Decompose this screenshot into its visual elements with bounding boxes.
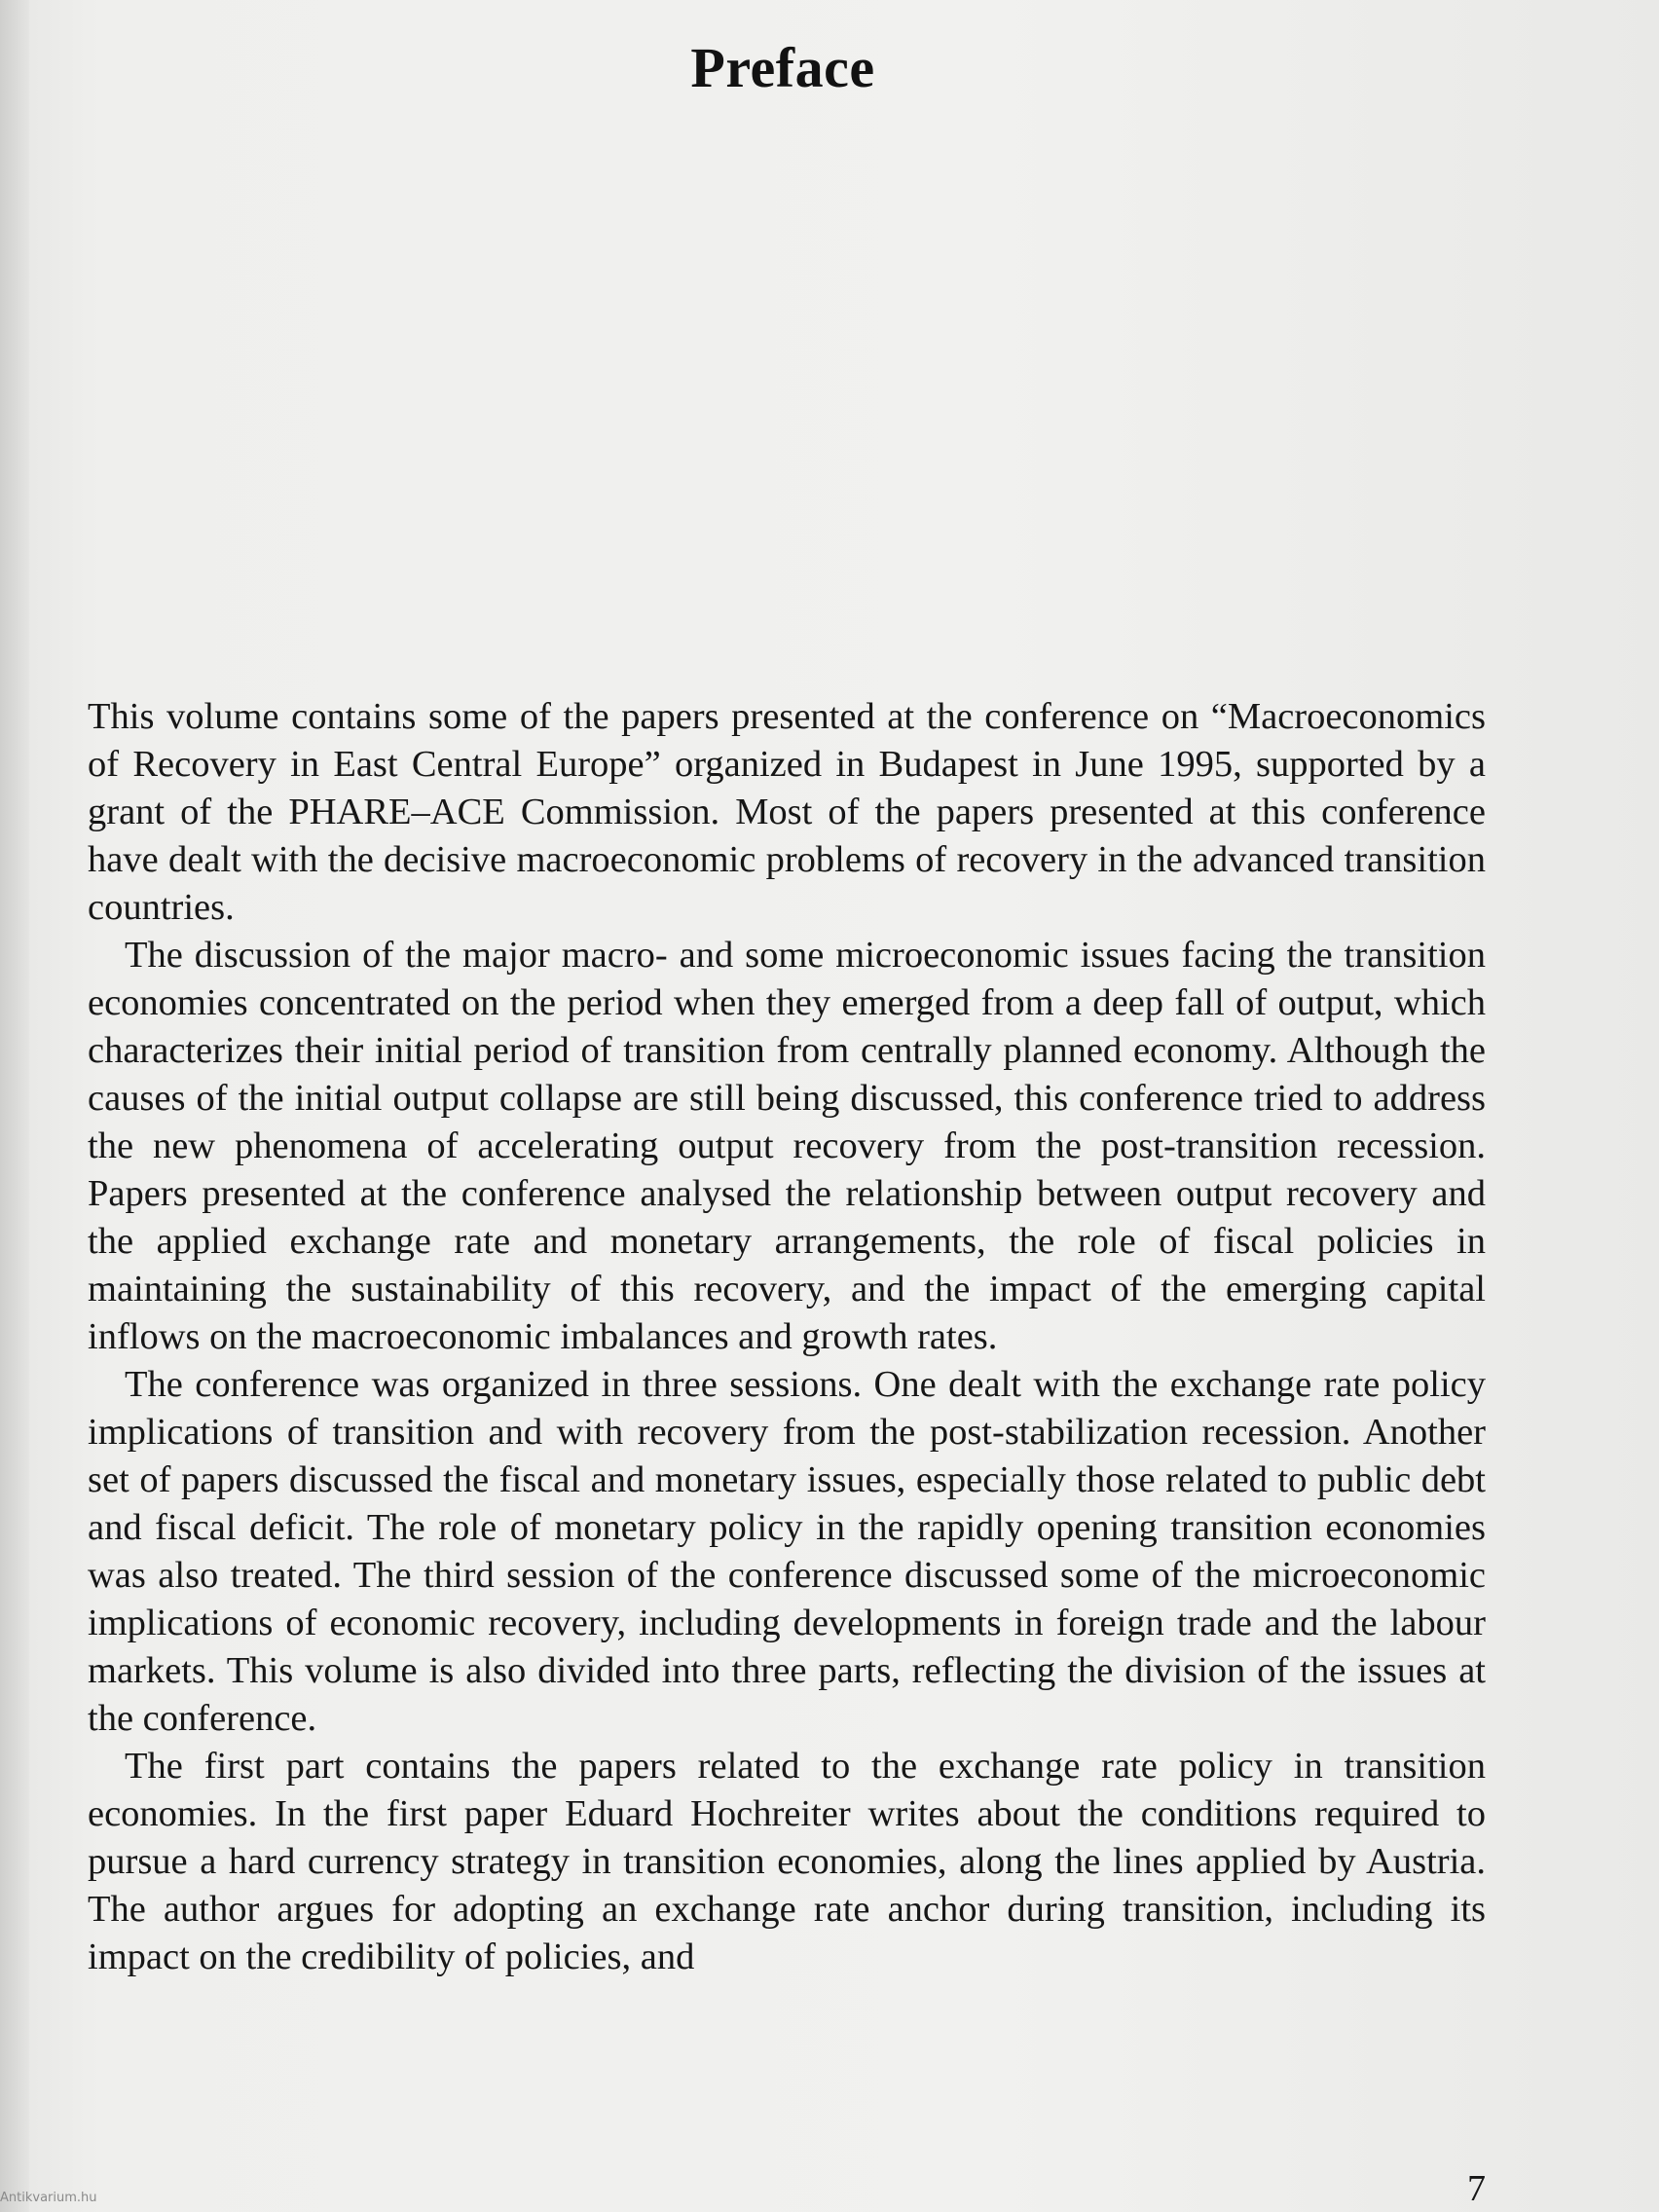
paragraph-2: The discussion of the major macro- and some microeconomic issues facing the transition economies concentrated on the period when they emerged from a deep fall of output, which characterizes their initial period of transition from centrally planned economy. Although the causes of the initial output collapse are still being discussed, this conference tried to address the new phenomena of accelerating output recovery from the post-transition recession. Papers presented at the conference analysed the relationship between output recovery and the applied exchange rate and monetary arrangements, the role of fiscal policies in maintaining the sustainability of this recovery, and the impact of the emerging capital inflows on the macroeconomic imbalances and growth rates. xyxy=(88,935,1486,1357)
paragraph-4: The first part contains the papers related to the exchange rate policy in transition economies. In the first paper Eduard Hochreiter writes about the conditions required to pursue a hard currency strategy in transition economies, along the lines applied by Austria. The author argues for adopting an exchange rate anchor during transition, including its impact on the credibility of policies, and xyxy=(88,1746,1486,1977)
page-number: 7 xyxy=(1467,2168,1486,2209)
watermark: Antikvarium.hu xyxy=(0,2191,97,2205)
page-title: Preface xyxy=(690,36,875,99)
paragraph-1: This volume contains some of the papers presented at the conference on “Macroeconomics of Recovery in East Central Europe” organized in Budapest in June 1995, supported by a grant of the PHARE–ACE Commission. Most of the papers presented at this conference have dealt with the decisive macroeconomic problems of recovery in the advanced transition countries. xyxy=(88,696,1486,928)
page-gutter-shadow xyxy=(0,0,29,2212)
body-text xyxy=(88,693,1486,1981)
paragraph-3: The conference was organized in three sessions. One dealt with the exchange rate policy implications of transition and with recovery from the post-stabilization recession. Another set of papers discussed the fiscal and monetary issues, especially those related to public debt and fiscal deficit. The role of monetary policy in the rapidly opening transition economies was also treated. The third session of the conference discussed some of the microeconomic implications of economic recovery, including developments in foreign trade and the labour markets. This volume is also divided into three parts, reflecting the division of the issues at the conference. xyxy=(88,1364,1486,1739)
